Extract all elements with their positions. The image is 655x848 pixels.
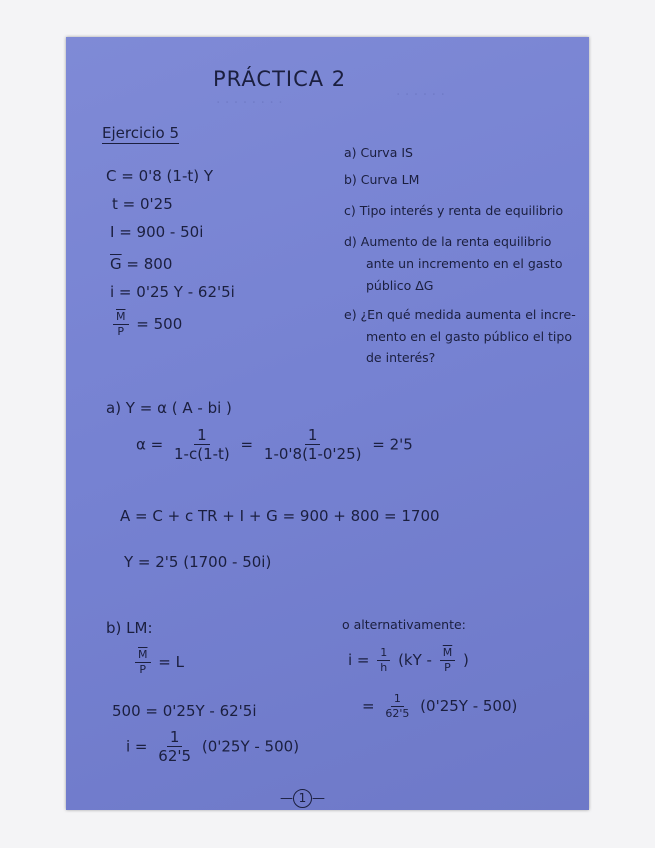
question-d-line3: público ΔG	[366, 278, 434, 293]
equals-sign: =	[240, 435, 254, 454]
frac2-num: 1	[305, 427, 321, 445]
question-e-line3: de interés?	[366, 350, 436, 365]
is-curve-eq: Y = 2'5 (1700 - 50i)	[124, 553, 272, 571]
multiplier-result: = 2'5	[372, 435, 413, 454]
lm-eq1: 500 = 0'25Y - 62'5i	[112, 702, 257, 720]
bleed-through-text: · · · · · ·	[396, 87, 445, 103]
frac1-den: 1-c(1-t)	[174, 445, 230, 464]
lm-i-rhs: (0'25Y - 500)	[201, 737, 300, 756]
section-a-heading: a) Y = α ( A - bi )	[106, 399, 232, 417]
alpha-lhs: α =	[136, 435, 164, 454]
autonomous-spending-eq: A = C + c TR + I + G = 900 + 800 = 1700	[120, 507, 440, 525]
question-b: b) Curva LM	[344, 172, 420, 187]
alt-m-symbol: $\overline{M}$	[440, 647, 456, 661]
lm-frac-den: 62'5	[158, 747, 192, 766]
consumption-eq: C = 0'8 (1-t) Y	[106, 167, 214, 185]
alt-mid: (kY -	[398, 650, 432, 669]
gov-spending	[110, 255, 172, 273]
alternative-eq2	[362, 693, 517, 720]
question-d-line1: d) Aumento de la renta equilibrio	[344, 234, 552, 249]
alternative-heading: o alternativamente:	[342, 617, 466, 632]
real-money-supply	[110, 311, 182, 338]
lm-p-symbol: P	[139, 662, 147, 676]
bleed-through-text: · · · · · · · ·	[216, 95, 283, 111]
lm-m-symbol: $\overline{M}$	[135, 649, 151, 663]
alt-frac3-num: 1	[391, 693, 404, 707]
page-number-circle: 1	[293, 789, 312, 808]
question-c: c) Tipo interés y renta de equilibrio	[344, 203, 564, 218]
question-e-line1: e) ¿En qué medida aumenta el incre-	[344, 307, 576, 322]
alt-close: )	[463, 650, 469, 669]
alt-frac3-den: 62'5	[385, 706, 410, 720]
multiplier-eq	[136, 427, 413, 463]
page-number: — 1 —	[280, 791, 325, 806]
money-demand-eq: i = 0'25 Y - 62'5i	[110, 283, 235, 301]
page-title: PRÁCTICA 2	[213, 67, 347, 91]
tax-rate: t = 0'25	[112, 195, 173, 213]
lm-frac-num: 1	[167, 729, 183, 747]
gov-spending-value: = 800	[121, 255, 173, 273]
lm-rhs: = L	[158, 652, 184, 671]
alt-eq-lhs: =	[362, 696, 375, 715]
frac1-num: 1	[194, 427, 210, 445]
lm-solution	[126, 729, 299, 765]
lm-i-lhs: i =	[126, 737, 148, 756]
alt-eq-rhs: (0'25Y - 500)	[420, 696, 518, 715]
question-d-line2: ante un incremento en el gasto	[366, 256, 563, 271]
lm-equality	[132, 649, 184, 676]
section-b-heading: b) LM:	[106, 619, 153, 637]
investment-eq: I = 900 - 50i	[110, 223, 204, 241]
question-e-line2: mento en el gasto público el tipo	[366, 329, 572, 344]
m-symbol: $\overline{M}$	[113, 311, 129, 325]
notebook-page	[66, 37, 589, 810]
alt-frac1-den: h	[380, 660, 388, 674]
gov-spending-symbol: $\overline{G}$	[110, 255, 122, 273]
alt-p-symbol: P	[444, 660, 451, 674]
frac2-den: 1-0'8(1-0'25)	[263, 445, 362, 464]
money-supply-value: = 500	[136, 314, 183, 333]
alt-frac1-num: 1	[377, 647, 390, 661]
alternative-eq	[348, 647, 469, 674]
question-a: a) Curva IS	[344, 145, 413, 160]
alt-i-lhs: i =	[348, 650, 370, 669]
exercise-label: Ejercicio 5	[102, 124, 180, 142]
p-symbol: P	[117, 324, 125, 338]
